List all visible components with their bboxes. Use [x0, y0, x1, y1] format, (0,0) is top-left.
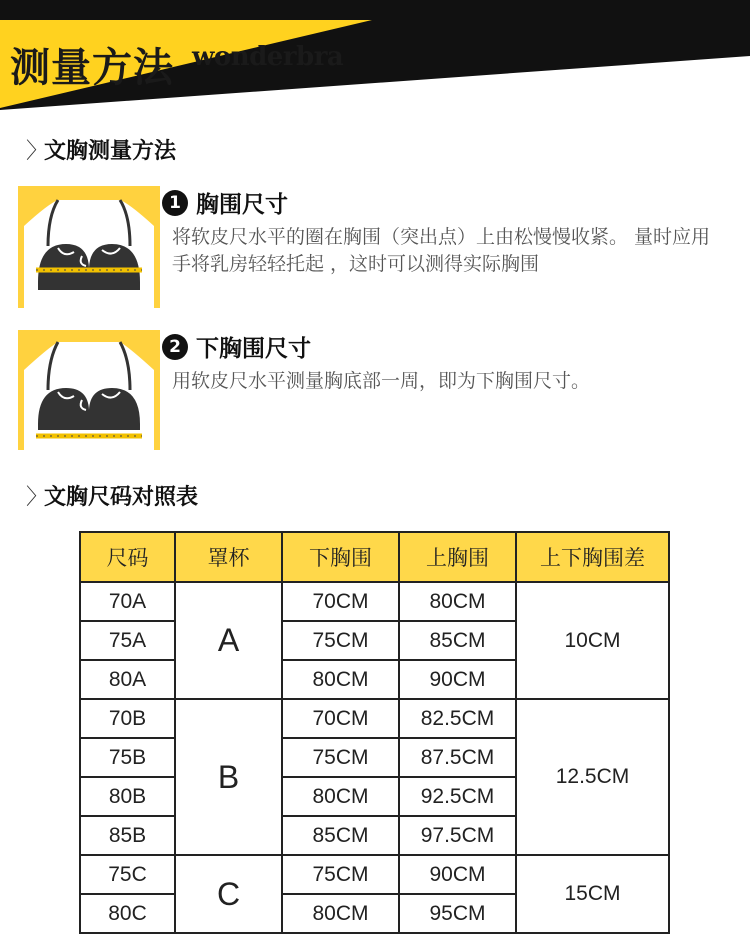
cell-underbust: 70CM — [282, 699, 399, 738]
section-heading-label: 文胸测量方法 — [44, 139, 177, 164]
step-2-title — [162, 330, 311, 363]
cell-size: 75B — [80, 738, 175, 777]
cell-underbust: 80CM — [282, 894, 399, 933]
step-1-title-label: 胸围尺寸 — [196, 192, 288, 218]
cell-bust: 80CM — [399, 582, 516, 621]
cell-bust: 90CM — [399, 660, 516, 699]
cell-size: 85B — [80, 816, 175, 855]
section-heading-measure — [26, 134, 176, 165]
step-2-description: 用软皮尺水平测量胸底部一周，即为下胸围尺寸。 — [172, 370, 591, 392]
cell-bust: 85CM — [399, 621, 516, 660]
section-heading-size-chart — [26, 480, 198, 511]
step-2-title-label: 下胸围尺寸 — [196, 336, 311, 362]
cell-size: 70A — [80, 582, 175, 621]
step-2-number-badge: 2 — [162, 334, 188, 360]
cell-difference: 10CM — [516, 582, 669, 699]
cell-bust: 97.5CM — [399, 816, 516, 855]
table-header-row — [80, 532, 669, 582]
bust-measure-illustration — [18, 186, 160, 308]
header-size: 尺码 — [80, 532, 175, 582]
section-heading-label: 文胸尺码对照表 — [44, 485, 199, 510]
cell-difference: 12.5CM — [516, 699, 669, 855]
table-row — [80, 855, 669, 894]
cell-underbust: 75CM — [282, 738, 399, 777]
cell-bust: 82.5CM — [399, 699, 516, 738]
header-difference: 上下胸围差 — [516, 532, 669, 582]
table-row — [80, 699, 669, 738]
brand-logo-text: wonderbra — [192, 42, 344, 72]
page-title: 测量方法 — [10, 45, 174, 91]
cell-underbust: 70CM — [282, 582, 399, 621]
cell-size: 75A — [80, 621, 175, 660]
header-bust: 上胸围 — [399, 532, 516, 582]
underbust-measure-illustration — [18, 330, 160, 450]
cell-underbust: 80CM — [282, 777, 399, 816]
cell-bust: 87.5CM — [399, 738, 516, 777]
header-underbust: 下胸围 — [282, 532, 399, 582]
cell-bust: 92.5CM — [399, 777, 516, 816]
step-1-title — [162, 186, 288, 219]
size-chart-table — [79, 531, 670, 934]
cell-size: 70B — [80, 699, 175, 738]
cell-size: 80B — [80, 777, 175, 816]
cell-size: 80C — [80, 894, 175, 933]
cell-bust: 90CM — [399, 855, 516, 894]
cell-cup: C — [175, 855, 282, 933]
cell-underbust: 80CM — [282, 660, 399, 699]
cell-underbust: 75CM — [282, 855, 399, 894]
cell-size: 80A — [80, 660, 175, 699]
cell-size: 75C — [80, 855, 175, 894]
step-1-description: 将软皮尺水平的圈在胸围（突出点）上由松慢慢收紧。 量时应用手将乳房轻轻托起 ，这时可以测得实际胸围 — [172, 226, 711, 275]
chevron-right-icon: 〉 — [26, 139, 49, 164]
chevron-right-icon: 〉 — [26, 485, 49, 510]
cell-underbust: 75CM — [282, 621, 399, 660]
header-banner — [0, 0, 750, 110]
cell-difference: 15CM — [516, 855, 669, 933]
cell-underbust: 85CM — [282, 816, 399, 855]
cell-bust: 95CM — [399, 894, 516, 933]
cell-cup: A — [175, 582, 282, 699]
cell-cup: B — [175, 699, 282, 855]
header-cup: 罩杯 — [175, 532, 282, 582]
step-1-number-badge: 1 — [162, 190, 188, 216]
table-row — [80, 582, 669, 621]
